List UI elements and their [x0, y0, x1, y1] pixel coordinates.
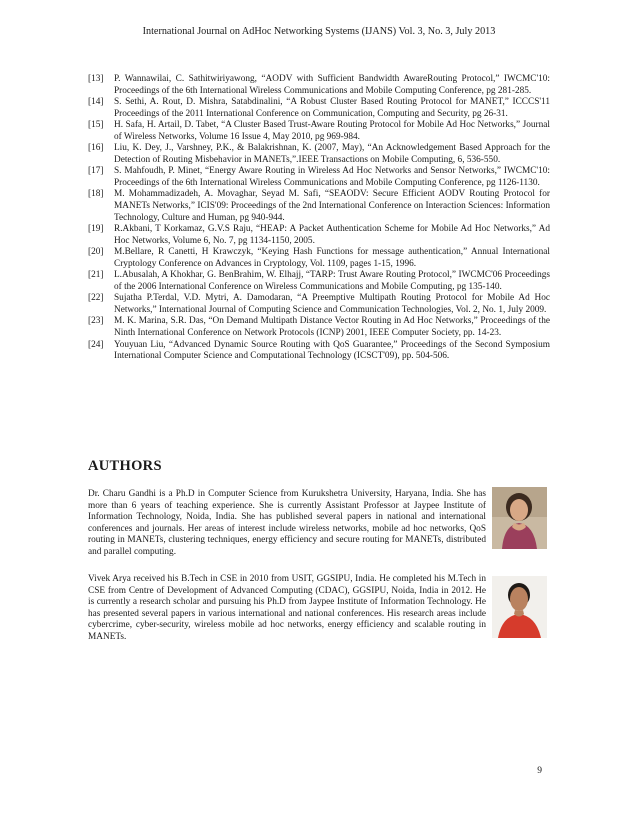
reference-item	[88, 224, 550, 247]
reference-text: P. Wannawilai, C. Sathitwiriyawong, “AODV with Sufficient Bandwidth AwareRouting Protocol,” IWCMC'10: Proceedings of the 6th International Wireless Communications and Mobile Computing Conference, pg 281-285.	[114, 74, 550, 96]
reference-number: [21]	[88, 270, 104, 281]
reference-number: [18]	[88, 189, 104, 200]
reference-number: [16]	[88, 143, 104, 154]
reference-number: [20]	[88, 247, 104, 258]
reference-item	[88, 340, 550, 363]
running-header: International Journal on AdHoc Networking Systems (IJANS) Vol. 3, No. 3, July 2013	[142, 26, 496, 37]
reference-number: [13]	[88, 74, 104, 84]
reference-item	[88, 120, 550, 143]
reference-item	[88, 74, 550, 97]
reference-item	[88, 270, 550, 293]
page-number: 9	[537, 766, 542, 776]
reference-number: [15]	[88, 120, 104, 131]
reference-text: Liu, K. Dey, J., Varshney, P.K., & Balakrishnan, K. (2007, May), “An Acknowledgement Based Approach for the Detection of Routing Misbehavior in MANETs,”.IEEE Transactions on Mobile Computing, 6, 536-550.	[114, 143, 550, 165]
reference-number: [17]	[88, 166, 104, 177]
author-bio-vivek-arya: Vivek Arya received his B.Tech in CSE in 2010 from USIT, GGSIPU, India. He completed his M.Tech in CSE from Centre of Development of Advanced Computing (CDAC), GGSIPU, Noida, India in 2012. He is currently a research scholar and pursuing his Ph.D from Jaypee Institute of Information Technology. He has presented several papers in various international and national conferences. His research areas include cybercrime, cyber-security, wireless mobile ad hoc networks, energy efficiency and scalable routing in MANETs.	[88, 574, 486, 642]
reference-text: L.Abusalah, A Khokhar, G. BenBrahim, W. Elhajj, “TARP: Trust Aware Routing Protocol,” IWCMC'06 Proceedings of the 2006 International Conference on Wireless Communications and Mobile Computing, pg 135-140.	[114, 270, 550, 292]
reference-text: R.Akbani, T Korkamaz, G.V.S Raju, “HEAP: A Packet Authentication Scheme for Mobile Ad Hoc Networks,” Ad Hoc Networks, Volume 6, No. 7, pg 1134-1150, 2005.	[114, 224, 550, 246]
author-bio-charu-gandhi: Dr. Charu Gandhi is a Ph.D in Computer Science from Kurukshetra University, Haryana, India. She has more than 6 years of teaching experience. She is currently Assistant Professor at Jaypee Institute of Information Technology, Noida, India. She has published several papers in national and international conferences and journals. Her areas of interest include wireless networks, mobile ad hoc networks, QoS routing in MANETs, clustering techniques, energy efficiency and secure routing for MANETs, distributed and parallel computing.	[88, 489, 486, 557]
reference-number: [14]	[88, 97, 104, 108]
reference-item	[88, 97, 550, 120]
reference-number: [19]	[88, 224, 104, 235]
reference-item	[88, 143, 550, 166]
reference-text: M. Mohammadizadeh, A. Movaghar, Seyad M. Safi, “SEAODV: Secure Efficient AODV Routing Protocol for MANETs Networks,” ICIS'09: Proceedings of the 2nd International Conference on Interaction Sciences: Information Technology, Culture and Human, pg 940-944.	[114, 189, 550, 223]
reference-number: [22]	[88, 293, 104, 304]
reference-text: H. Safa, H. Artail, D. Tabet, “A Cluster Based Trust-Aware Routing Protocol for Mobile Ad Hoc Networks,” Journal of Wireless Networks, Volume 16 Issue 4, May 2010, pg 969-984.	[114, 120, 550, 142]
reference-number: [23]	[88, 316, 104, 327]
reference-list	[88, 74, 550, 363]
reference-text: S. Mahfoudh, P. Minet, “Energy Aware Routing in Wireless Ad Hoc Networks and Sensor Networks,” IWCMC'10: Proceedings of the 6th International Wireless Communications and Mobile Computing Conference, pg 1126-1130.	[114, 166, 550, 188]
reference-text: M.Bellare, R Canetti, H Krawczyk, “Keying Hash Functions for message authentication,” Annual International Cryptology Conference on Advances in Cryptology, Vol. 1109, pages 1-15, 1996.	[114, 247, 550, 269]
reference-item	[88, 166, 550, 189]
reference-item	[88, 316, 550, 339]
reference-item	[88, 293, 550, 316]
reference-number: [24]	[88, 339, 104, 350]
reference-item	[88, 189, 550, 224]
reference-text: M. K. Marina, S.R. Das, “On Demand Multipath Distance Vector Routing in Ad Hoc Networks,” Proceedings of the Ninth International Conference on Network Protocols (ICNP) 2001, IEEE Computer Society, pp. 14-23.	[114, 316, 550, 339]
reference-item	[88, 247, 550, 270]
reference-text: Youyuan Liu, “Advanced Dynamic Source Routing with QoS Guarantee,” Proceedings of the Second Symposium International Computer Science and Computational Technology (ICSCT'09), pp. 504-506.	[114, 339, 550, 362]
reference-text: Sujatha P.Terdal, V.D. Mytri, A. Damodaran, “A Preemptive Multipath Routing Protocol for Mobile Ad Hoc Networks,” International Journal of Computing Science and Communication Technologies, Vol. 2, No. 1, July 2009.	[114, 293, 550, 315]
authors-heading: AUTHORS	[88, 458, 162, 474]
reference-text: S. Sethi, A. Rout, D. Mishra, Satabdinalini, “A Robust Cluster Based Routing Protocol for MANET,” ICCCS'11 Proceedings of the 2011 International Conference on Communication, Computing and Security, pg 26-31.	[114, 97, 550, 119]
